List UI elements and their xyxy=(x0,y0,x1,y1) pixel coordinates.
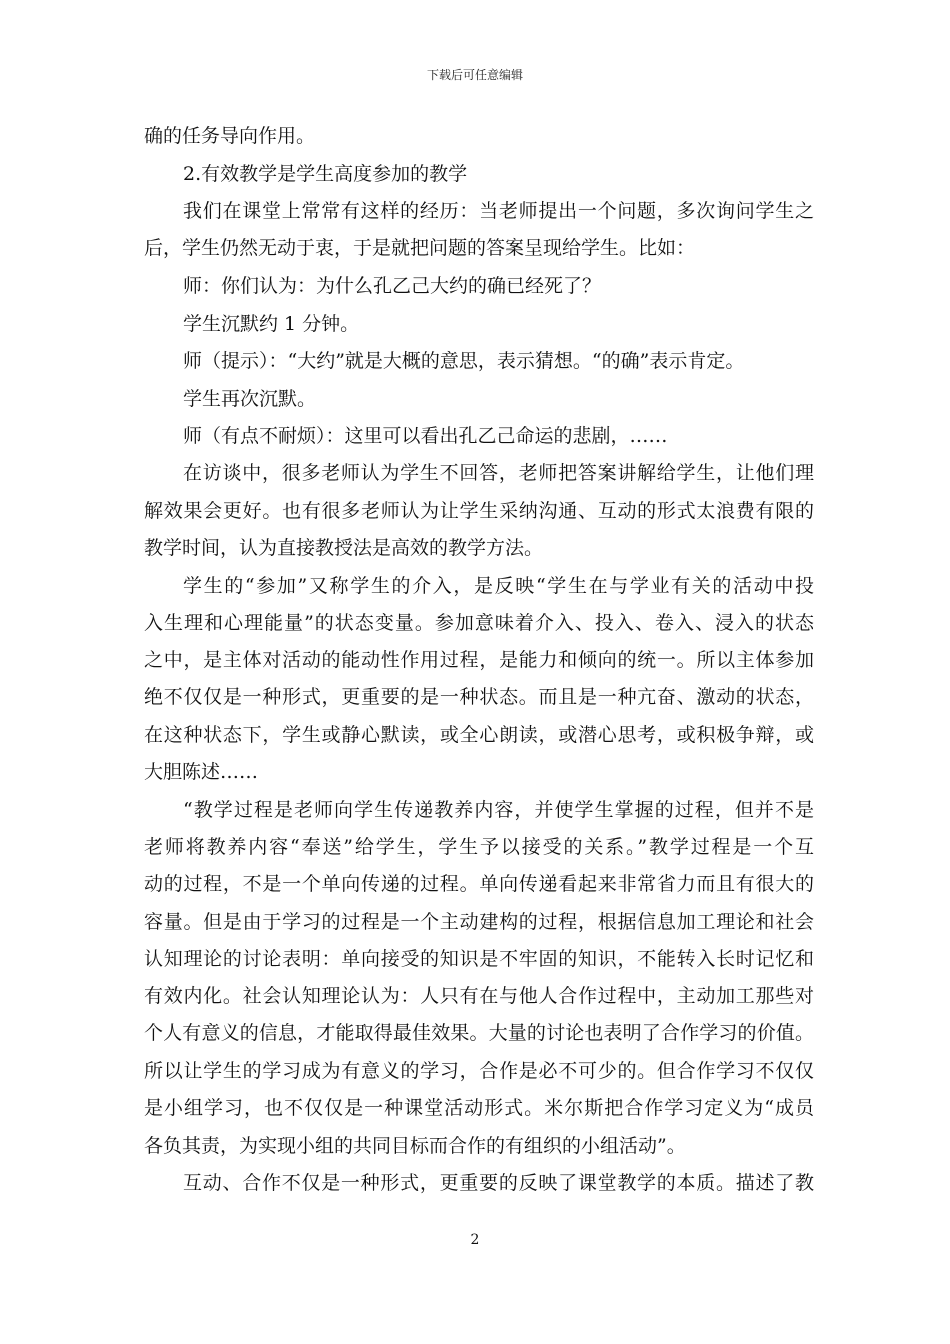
body-line: 互动、合作不仅是一种形式，更重要的反映了课堂教学的本质。描述了教 xyxy=(183,1172,814,1194)
body-line: 确的任务导向作用。 xyxy=(144,125,316,147)
section-heading: 2.有效教学是学生高度参加的教学 xyxy=(183,163,468,185)
body-line: 认知理论的讨论表明：单向接受的知识是不牢固的知识，不能转入长时记忆和 xyxy=(144,948,814,970)
body-line: 所以让学生的学习成为有意义的学习，合作是必不可少的。但合作学习不仅仅 xyxy=(144,1060,814,1082)
body-line: 大胆陈述…… xyxy=(144,761,259,783)
body-line: 是小组学习，也不仅仅是一种课堂活动形式。米尔斯把合作学习定义为“成员 xyxy=(144,1097,814,1119)
body-line: 有效内化。社会认知理论认为：人只有在与他人合作过程中，主动加工那些对 xyxy=(144,985,814,1007)
dialogue-line: 师（提示）：“大约”就是大概的意思，表示猜想。“的确”表示肯定。 xyxy=(183,350,745,372)
body-line: 老师将教养内容“奉送”给学生，学生予以接受的关系。”教学过程是一个互 xyxy=(144,836,814,858)
body-line: 学生的“参加”又称学生的介入，是反映“学生在与学业有关的活动中投 xyxy=(183,575,814,597)
dialogue-line: 学生再次沉默。 xyxy=(183,388,317,410)
body-line: 后，学生仍然无动于衷，于是就把问题的答案呈现给学生。比如： xyxy=(144,237,696,259)
body-line: “教学过程是老师向学生传递教养内容，并使学生掌握的过程，但并不是 xyxy=(183,799,814,821)
body-line: 个人有意义的信息，才能取得最佳效果。大量的讨论也表明了合作学习的价值。 xyxy=(144,1022,814,1044)
body-line: 教学时间，认为直接教授法是高效的教学方法。 xyxy=(144,537,544,559)
dialogue-line: 师（有点不耐烦）：这里可以看出孔乙己命运的悲剧，…… xyxy=(183,425,668,447)
body-line: 我们在课堂上常常有这样的经历：当老师提出一个问题，多次询问学生之 xyxy=(183,200,814,222)
page-number: 2 xyxy=(470,1232,480,1248)
body-line: 动的过程，不是一个单向传递的过程。单向传递看起来非常省力而且有很大的 xyxy=(144,873,814,895)
body-line: 在这种状态下，学生或静心默读，或全心朗读，或潜心思考，或积极争辩，或 xyxy=(144,724,814,746)
body-line: 之中，是主体对活动的能动性作用过程，是能力和倾向的统一。所以主体参加 xyxy=(144,649,814,671)
dialogue-line: 学生沉默约 1 分钟。 xyxy=(183,313,360,335)
body-line: 在访谈中，很多老师认为学生不回答，老师把答案讲解给学生，让他们理 xyxy=(183,462,814,484)
body-line: 各负其责，为实现小组的共同目标而合作的有组织的小组活动”。 xyxy=(144,1135,686,1157)
body-line: 解效果会更好。也有很多老师认为让学生采纳沟通、互动的形式太浪费有限的 xyxy=(144,500,814,522)
dialogue-line: 师：你们认为：为什么孔乙己大约的确已经死了？ xyxy=(183,275,602,297)
body-line: 绝不仅仅是一种形式，更重要的是一种状态。而且是一种亢奋、激动的状态， xyxy=(144,686,814,708)
body-line: 容量。但是由于学习的过程是一个主动建构的过程，根据信息加工理论和社会 xyxy=(144,911,814,933)
body-line: 入生理和心理能量”的状态变量。参加意味着介入、投入、卷入、浸入的状态 xyxy=(144,612,814,634)
page-header: 下载后可任意编辑 xyxy=(426,68,523,82)
